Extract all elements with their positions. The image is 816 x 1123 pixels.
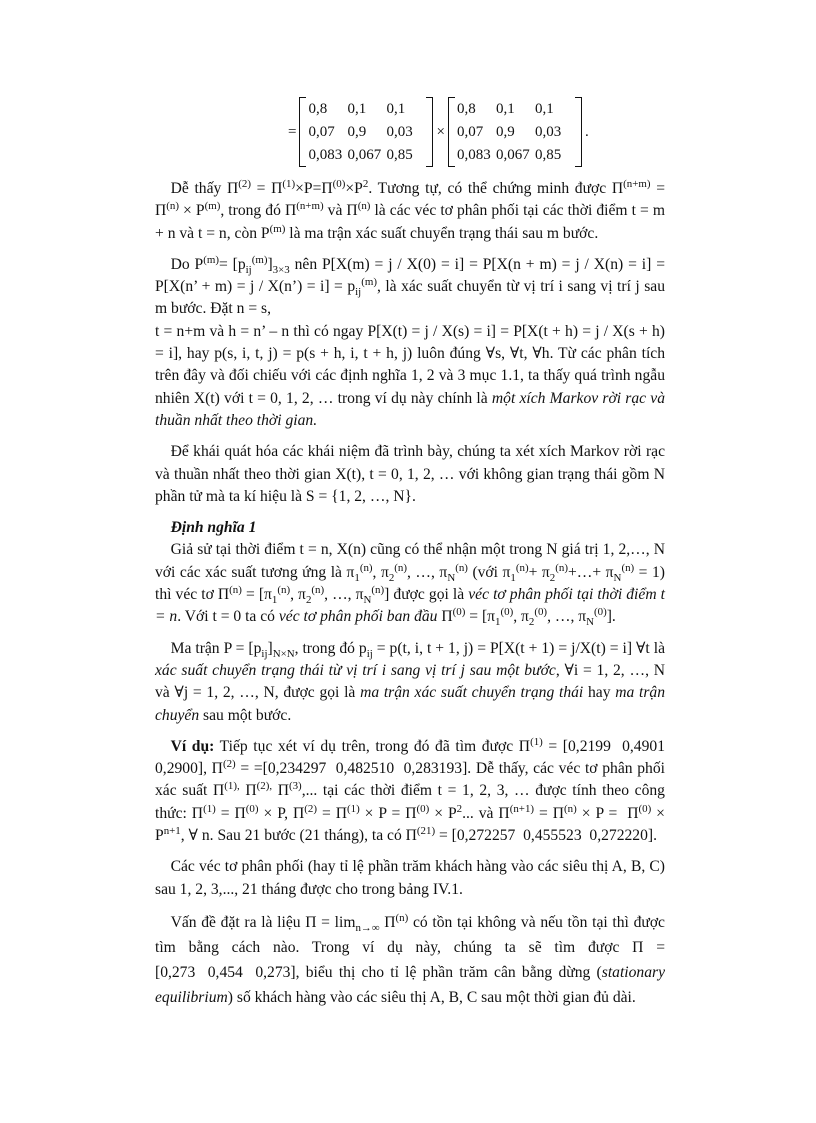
matrix-cell: 0,1 [495, 100, 515, 117]
matrix-cell: 0,1 [347, 100, 367, 117]
matrix-cell: 0,07 [456, 123, 484, 140]
right-bracket [426, 97, 433, 167]
paragraph: Ma trận $P = [p_{ij}]_{N\times N}$, trong đó $p_{ij} = p(t$, i, t + 1, j) = P[X(t + 1) = j/X(t) = i] ∀t là xác suất chuyển trạng thái từ vị trí i sang vị trí j sau một bước, ∀i = 1, 2, …, N và ∀j = 1, 2, …, N, được gọi là ma trận xác suất chuyển trạng thái hay ma trận chuyển sau một bước. [155, 639, 665, 724]
matrix-cell: 0,8 [308, 100, 328, 117]
matrix-cell: 0,067 [347, 146, 382, 163]
paragraph: Để khái quát hóa các khái niệm đã trình bày, chúng ta xét xích Markov rời rạc và thuần nhất theo thời gian X(t), t = 0, 1, 2, … với không gian trạng thái gồm N phần tử mà ta kí hiệu là S = {1, 2, …, N}. [155, 443, 665, 505]
matrix-cell: 0,9 [347, 123, 367, 140]
matrix-cell: 0,083 [456, 146, 491, 163]
paragraph: Các véc tơ phân phối (hay tỉ lệ phần trăm khách hàng vào các siêu thị A, B, C) sau 1, 2, 3,..., 21 tháng được cho trong bảng IV.1. [155, 858, 665, 898]
times-sign: × [436, 123, 445, 140]
left-bracket [448, 97, 455, 167]
equals-sign: = [288, 123, 297, 140]
paragraph: Vấn đề đặt ra là liệu $\Pi = \lim_{n\to\infty} \Pi^{(n)}$ có tồn tại không và nếu tồn tại thì được tìm bằng cách nào. Trong ví dụ này, chúng ta sẽ tìm được Π = [0,273 0,454 0,273], biểu thị cho tỉ lệ phần trăm cân bằng dừng (stationary equilibrium) số khách hàng vào các siêu thị A, B, C sau một thời gian đủ dài. [155, 911, 665, 1006]
matrix-cell: 0,8 [456, 100, 476, 117]
matrix-cell: 0,03 [534, 123, 562, 140]
matrix-cell: 0,03 [386, 123, 413, 140]
paragraph: Do $P^{(m)}= [p_{ij}^{(m)}]_{3\times 3}$ nên P[X(m) = j / X(0) = i] = P[X(n + m) = j / X(n) = i] = P[X(n’ + m) = j / X(n’) = $i] = p_{ij}^{(m)}$, là xác suất chuyển từ vị trí i sang vị trí j sau m bước. Đặt n = s, t = n+m và h = n’ – n thì có ngay P[X(t) = j / X(s) = i] = P[X(t + h) = j / X(s + h) = i], hay p(s, i, t, j) = p(s + h, i, t + h, j) luôn đúng ∀s, ∀t, ∀h. Từ các phân tích trên đây và đối chiếu với các định nghĩa 1, 2 và 3 mục 1.1, ta thấy quá trình ngẫu nhiên X(t) với t = 0, 1, 2, … trong ví dụ này chính là một xích Markov rời rạc và thuần nhất theo thời gian. [155, 253, 666, 429]
period: . [584, 123, 589, 140]
matrix-a [306, 98, 426, 167]
page-content [155, 95, 665, 1010]
matrix-cell: 0,1 [534, 100, 554, 117]
definition-heading: Định nghĩa 1 [170, 519, 257, 537]
paragraph: Dễ thấy $\Pi^{(2)} = \Pi^{(1)}\times P=\Pi^{(0)}\times P^2$. Tương tự, có thể chứng minh được $\Pi^{(n+m)} = \Pi^{(n)} \times P^{(m)}$, trong đó $\Pi^{(n+m)}$ và $\Pi^{(n)}$ là các véc tơ phân phối tại các thời điểm t = m + n và t = n, còn $P^{(m)}$ là ma trận xác suất chuyển trạng thái sau m bước. [155, 177, 666, 242]
matrix-cell: 0,07 [308, 123, 335, 140]
paragraph: Giả sử tại thời điểm t = n, X(n) cũng có thể nhận một trong N giá trị 1, 2,…, N với các xác suất tương ứng là $\pi_1^{(n)}$, $\pi_2^{(n)}$, …, $\pi_N^{(n)}$ (với $\pi_1^{(n)}+$ $\pi_2^{(n)}+\dots+ \pi_N^{(n)} = 1$) thì véc tơ $\Pi^{(n)} = [\pi_1^{(n)}$, $\pi_2^{(n)}$, …, $\pi_N^{(n)}$] được gọi là véc tơ phân phối tại thời điểm t = n. Với t = 0 ta có véc tơ phân phối ban đầu $\Pi^{(0)} = [\pi_1^{(0)}$, $\pi_2^{(0)}$, …, $\pi_N^{(0)}$]. [155, 541, 665, 629]
right-bracket [575, 97, 582, 167]
matrix-equation [285, 95, 665, 169]
matrix-cell: 0,083 [308, 146, 343, 163]
matrix-b [455, 98, 575, 167]
matrix-cell: 0,85 [534, 146, 562, 163]
matrix-cell: 0,85 [386, 146, 413, 163]
left-bracket [299, 97, 306, 167]
paragraph: Ví dụ: Tiếp tục xét ví dụ trên, trong đó đã tìm được $\Pi^{(1)} = [0,2199$ 0,4901 0,2900], $\Pi^{(2)} = =[0,234297$ 0,482510 0,283193]. Dễ thấy, các véc tơ phân phối xác suất $\Pi^{(1),}$ $\Pi^{(2),}$ $\Pi^{(3)}$,... tại các thời điểm t = 1, 2, 3, … được tính theo công thức: $\Pi^{(1)} = \Pi^{(0)} \times P$, $\Pi^{(2)} = \Pi^{(1)} \times P = \Pi^{(0)} \times P^2$... và $\Pi^{(n+1)} = \Pi^{(n)} \times P = \Pi^{(0)} \times P^{n+1}$, ∀ n. Sau 21 bước (21 tháng), ta có $\Pi^{(21)} = [0,272257$ 0,455523 0,272220]. [155, 735, 665, 845]
matrix-cell: 0,9 [495, 123, 515, 140]
matrix-cell: 0,067 [495, 146, 530, 163]
matrix-cell: 0,1 [386, 100, 406, 117]
